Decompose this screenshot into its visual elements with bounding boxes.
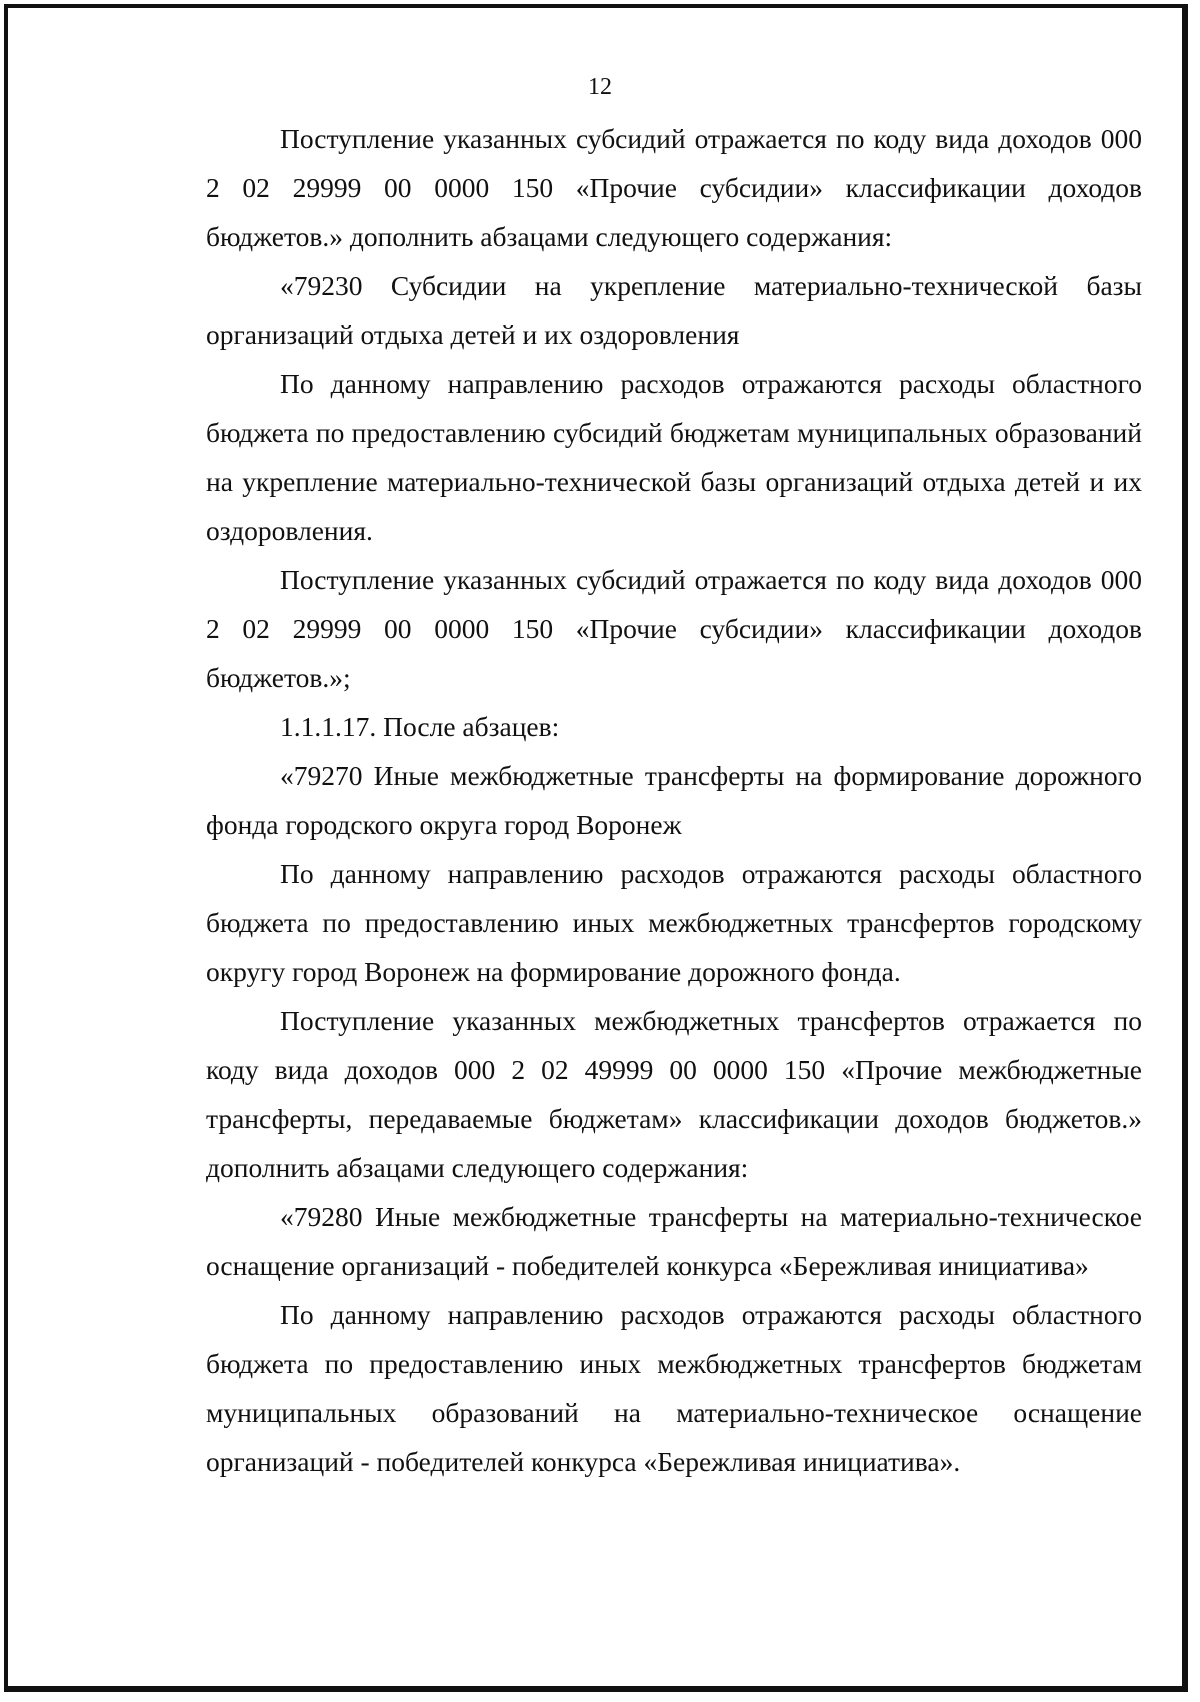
paragraph-income-transfers: Поступление указанных межбюджетных трансфертов отражается по коду вида доходов 000 2 02 49999 00 0000 150 «Прочие межбюджетные трансферты, передаваемые бюджетам» классификации доходов бюджетов.» дополнить абзацами следующего содержания:: [206, 1005, 1142, 1183]
paragraph-code-79270: «79270 Иные межбюджетные трансферты на формирование дорожного фонда городского округа город Воронеж: [206, 760, 1142, 840]
paragraph-clause-1-1-1-17: 1.1.1.17. После абзацев:: [280, 711, 560, 742]
paragraph-expense-79270: По данному направлению расходов отражаются расходы областного бюджета по предоставлению иных межбюджетных трансфертов городскому округу город Воронеж на формирование дорожного фонда.: [206, 858, 1142, 987]
paragraph-income-subsidies-2: Поступление указанных субсидий отражается по коду вида доходов 000 2 02 29999 00 0000 150 «Прочие субсидии» классификации доходов бюджетов.»;: [206, 564, 1142, 693]
page-number: 12: [588, 74, 612, 100]
paragraph-expense-79280: По данному направлению расходов отражаются расходы областного бюджета по предоставлению иных межбюджетных трансфертов бюджетам муниципальных образований на материально-техническое оснащение организаций - победителей конкурса «Бережливая инициатива».: [206, 1299, 1142, 1477]
paragraph-income-subsidies-1: Поступление указанных субсидий отражается по коду вида доходов 000 2 02 29999 00 0000 150 «Прочие субсидии» классификации доходов бюджетов.» дополнить абзацами следующего содержания:: [206, 123, 1142, 252]
paragraph-code-79230: «79230 Субсидии на укрепление материально-технической базы организаций отдыха детей и их оздоровления: [206, 270, 1142, 350]
document-body: [206, 114, 1142, 1486]
paragraph-expense-79230: По данному направлению расходов отражаются расходы областного бюджета по предоставлению субсидий бюджетам муниципальных образований на укрепление материально-технической базы организаций отдыха детей и их оздоровления.: [206, 368, 1142, 546]
paragraph-code-79280: «79280 Иные межбюджетные трансферты на материально-техническое оснащение организаций - победителей конкурса «Бережливая инициатива»: [206, 1201, 1142, 1281]
